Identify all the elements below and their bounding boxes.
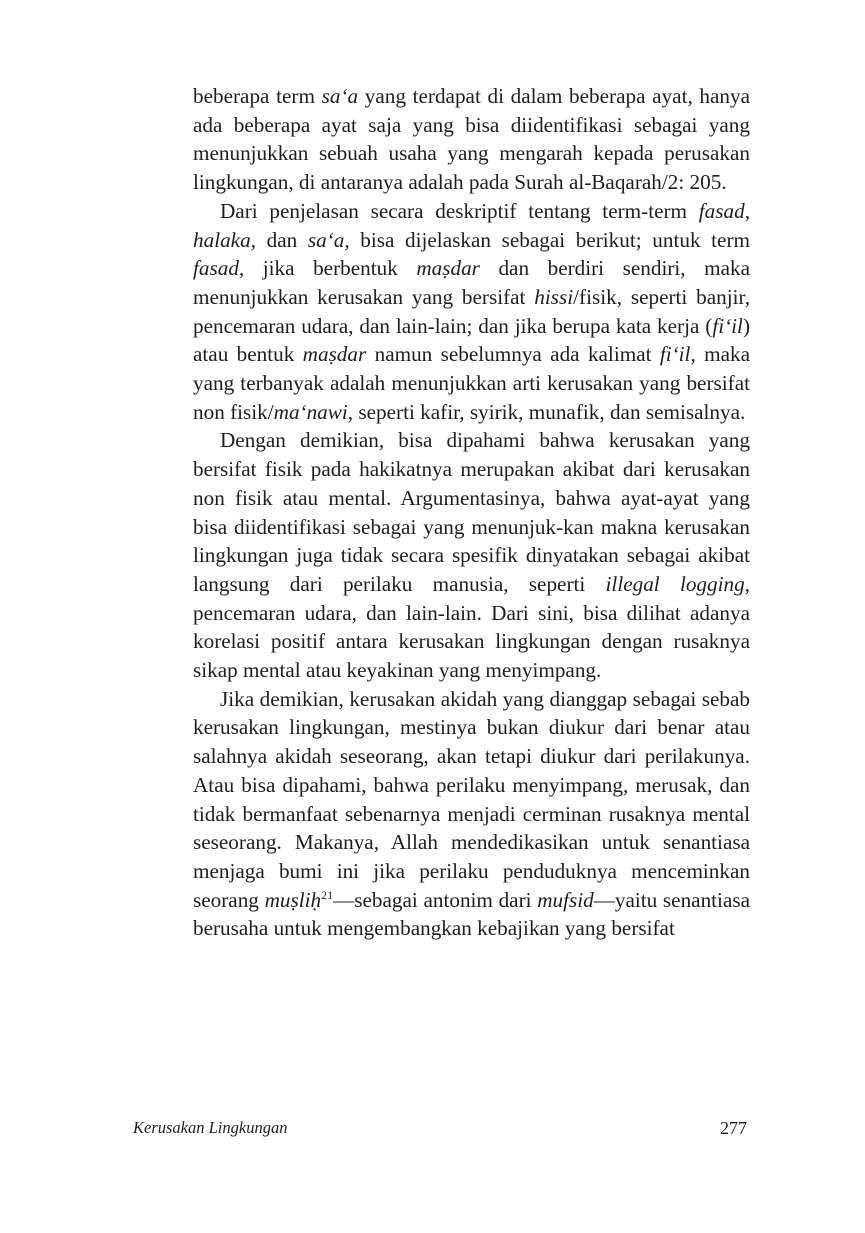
text-run: , seperti kafir, syirik, munafik, dan semisalnya. xyxy=(347,399,746,424)
text-run: jika berbentuk xyxy=(244,256,417,281)
footnote-ref: 21 xyxy=(321,887,334,902)
italic-term: maṣdar xyxy=(302,342,367,367)
paragraph-terms-description xyxy=(193,197,750,427)
italic-term: sa‘a xyxy=(321,84,359,108)
italic-term: muṣliḥ xyxy=(264,887,322,912)
paragraph-physical-vs-mental xyxy=(193,426,750,684)
italic-term: ma‘nawi xyxy=(273,399,348,424)
text-run: Dengan demikian, bisa dipahami bahwa kerusakan yang bersifat fisik pada hakikatnya merupakan akibat dari kerusakan non fisik atau mental. Argumentasinya, bahwa ayat-ayat yang bisa diidentifikasi sebagai yang menunjuk-kan makna kerusakan lingkungan juga tidak secara spesifik dinyatakan sebagai akibat langsung dari perilaku manusia, seperti xyxy=(193,428,750,596)
paragraph-continuation xyxy=(193,82,750,197)
text-run: pencemaran udara, dan lain-lain. Dari sini, bisa dilihat adanya korelasi positif antara kerusakan lingkungan dengan rusaknya sikap mental atau keyakinan yang menyimpang. xyxy=(193,600,750,683)
italic-term: mufsid xyxy=(537,887,594,912)
italic-term: maṣdar xyxy=(416,256,480,281)
text-run: dan xyxy=(255,227,308,252)
text-run: yang terdapat di dalam beberapa ayat, hanya ada beberapa ayat saja yang bisa diidentifikasi sebagai yang menunjukkan sebuah usaha yang mengarah kepada perusakan lingkungan, di antaranya adalah pada Surah al-Baqarah/2: 205. xyxy=(193,84,751,195)
text-run: —sebagai antonim dari xyxy=(333,887,538,912)
text-run: Jika demikian, kerusakan akidah yang dianggap sebagai sebab kerusakan lingkungan, mestinya bukan diukur dari benar atau salahnya akidah seseorang, akan tetapi diukur dari perilakunya. Atau bisa dipahami, bahwa perilaku menyimpang, merusak, dan tidak bermanfaat sebenarnya menjadi cerminan rusaknya mental seseorang. Makanya, Allah mendedikasikan untuk senantiasa menjaga bumi ini jika perilaku penduduknya menceminkan seorang xyxy=(193,686,750,912)
page-number: 277 xyxy=(720,1118,747,1138)
italic-term: illegal logging, xyxy=(605,571,750,596)
text-run: —yaitu senantiasa berusaha untuk mengembangkan kebajikan yang bersifat xyxy=(193,887,750,941)
page-body xyxy=(193,82,750,943)
running-title: Kerusakan Lingkungan xyxy=(133,1118,288,1137)
italic-term: hissi xyxy=(534,284,574,309)
italic-term: fi‘il, xyxy=(659,342,696,367)
text-run: /fisik, seperti banjir, pencemaran udara, dan lain-lain; dan jika berupa kata kerja ( xyxy=(193,284,751,338)
text-run: bisa dijelaskan sebagai berikut; untuk term xyxy=(349,227,750,252)
paragraph-akidah-behavior xyxy=(193,685,750,943)
page-footer xyxy=(133,1113,747,1143)
text-run: dan berdiri sendiri, maka menunjukkan kerusakan yang bersifat xyxy=(193,256,750,309)
text-run: Dari penjelasan secara deskriptif tentang term-term xyxy=(220,198,699,223)
text-run: maka yang terbanyak adalah menunjukkan arti kerusakan yang bersifat non fisik/ xyxy=(193,342,750,424)
italic-term: fi‘il xyxy=(712,313,743,338)
italic-term: sa‘a, xyxy=(307,227,350,252)
italic-term: fasad, halaka, xyxy=(193,198,750,252)
text-run: namun sebelumnya ada kalimat xyxy=(366,342,660,367)
text-run: ) atau bentuk xyxy=(193,313,750,367)
italic-term: fasad, xyxy=(193,256,245,281)
text-run: beberapa term xyxy=(193,84,322,108)
